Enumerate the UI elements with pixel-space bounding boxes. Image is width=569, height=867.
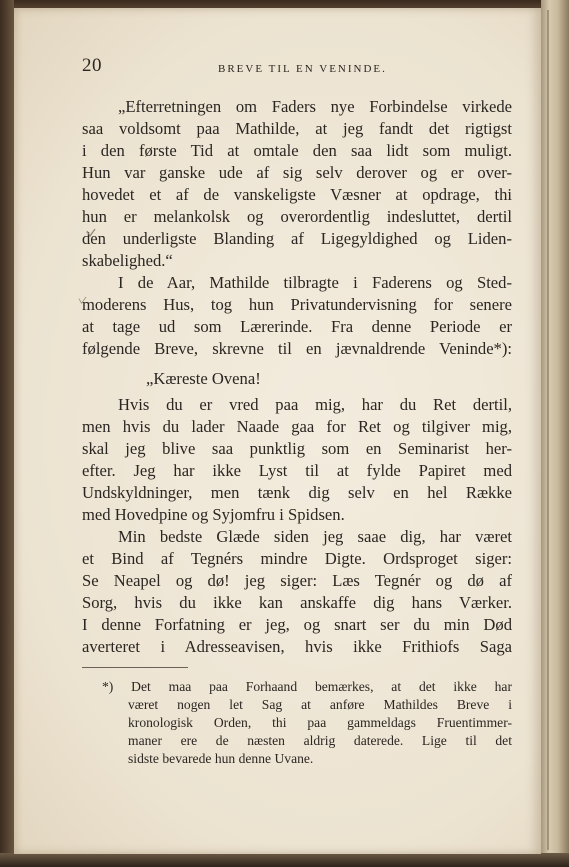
text-line: hovedet et af de vanskeligste Væsner at opdrage, thi: [82, 185, 512, 204]
text-line: Hvis du er vred paa mig, har du Ret dertil,: [118, 395, 512, 414]
text-line: men hvis du lader Naade gaa for Ret og tilgiver mig,: [82, 417, 512, 436]
page-number: 20: [82, 55, 102, 76]
body-text: [82, 96, 512, 658]
text-line: averteret i Adresseavisen, hvis ikke Frithiofs Saga: [82, 637, 512, 656]
text-line: efter. Jeg har ikke Lyst til at fylde Papiret med: [82, 461, 512, 480]
footnote-line: sidste bevarede hun denne Uvane.: [128, 751, 314, 766]
text-line: skabelighed.“: [82, 251, 173, 270]
book-binding-bottom: [0, 853, 569, 867]
text-line: med Hovedpine og Syjomfru i Spidsen.: [82, 505, 345, 524]
text-line: hun er melankolsk og overordentlig indesluttet, dertil: [82, 207, 512, 226]
text-line: Se Neapel og dø! jeg siger: Læs Tegnér og dø af: [82, 571, 512, 590]
text-line: at tage ud som Lærerinde. Fra denne Periode er: [82, 317, 512, 336]
text-line: Hun var ganske ude af sig selv derover og er over-: [82, 163, 512, 182]
text-line: den underligste Blanding af Ligegyldighed og Liden-: [82, 229, 512, 248]
footnote-line: maner ere de næsten aldrig daterede. Lige til det: [128, 733, 512, 748]
footnote-line: *) Det maa paa Forhaand bemærkes, at det ikke har: [102, 679, 512, 694]
text-line: saa voldsomt paa Mathilde, at jeg fandt det rigtigst: [82, 119, 512, 138]
footnote-line: været nogen let Sag at anføre Mathildes Breve i: [128, 697, 512, 712]
book-binding-left: [0, 0, 14, 867]
text-line: et Bind af Tegnérs mindre Digte. Ordsproget siger:: [82, 549, 512, 568]
footnote-rule: [82, 667, 188, 668]
facing-page-edge: [541, 0, 569, 867]
header-title: BREVE TIL EN VENINDE.: [218, 63, 387, 75]
text-line: I denne Forfatning er jeg, og snart ser du min Død: [82, 615, 512, 634]
text-line: skal jeg blive saa punktlig som en Seminarist her-: [82, 439, 512, 458]
text-line: „Efterretningen om Faders nye Forbindelse virkede: [118, 97, 512, 116]
text-line: følgende Breve, skrevne til en jævnaldrende Veninde*):: [82, 339, 512, 358]
letter-greeting: „Kæreste Ovena!: [146, 369, 261, 388]
footnote: [102, 678, 512, 768]
text-line: Min bedste Glæde siden jeg saae dig, har været: [118, 527, 512, 546]
text-line: I de Aar, Mathilde tilbragte i Faderens og Sted-: [118, 273, 512, 292]
text-line: Undskyldninger, men tænk dig selv en hel Række: [82, 483, 512, 502]
footnote-line: kronologisk Orden, thi paa gammeldags Fruentimmer-: [128, 715, 512, 730]
running-head: [82, 55, 487, 81]
text-line: i den første Tid at omtale den saa lidt som muligt.: [82, 141, 512, 160]
text-line: Sorg, hvis du ikke kan anskaffe dig hans Værker.: [82, 593, 512, 612]
margin-pencil-mark: [86, 228, 96, 238]
text-line: moderens Hus, tog hun Privatundervisning for senere: [82, 295, 512, 314]
margin-pencil-mark: [78, 296, 87, 305]
